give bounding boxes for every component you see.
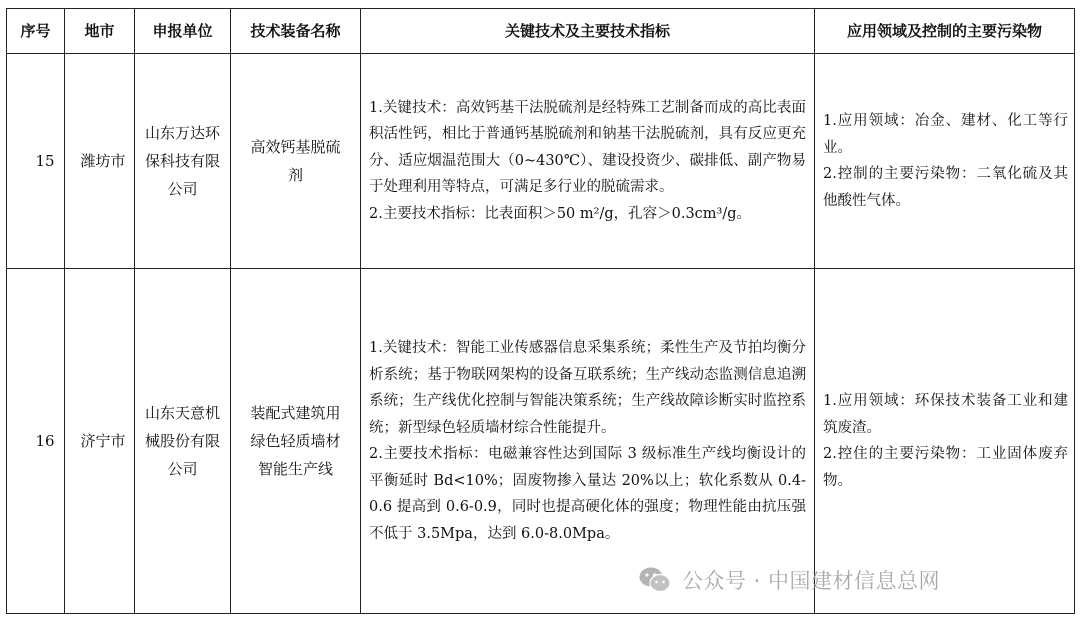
table-row — [7, 269, 1075, 614]
cell-application — [815, 54, 1075, 269]
header-equipment: 技术装备名称 — [231, 9, 361, 54]
cell-tech — [361, 269, 815, 614]
wechat-icon — [638, 565, 672, 595]
watermark-text: 公众号 · 中国建材信息总网 — [682, 569, 941, 593]
row-tech-key: 1.关键技术：高效钙基干法脱硫剂是经特殊工艺制备而成的高比表面积活性钙，相比于普通钙基脱硫剂和钠基干法脱硫剂，具有反应更充分、适应烟温范围大（0~430℃）、建设投资少、碳排低、副产物易于处理利用等特点，可满足多行业的脱硫需求。 — [369, 99, 806, 196]
cell-application — [815, 269, 1075, 614]
cell-unit — [135, 54, 231, 269]
row-unit: 山东天意机械股份有限公司 — [144, 404, 220, 478]
row-tech-index: 2.主要技术指标：比表面积＞50 m²/g，孔容＞0.3cm³/g。 — [369, 205, 752, 222]
header-row — [7, 9, 1075, 54]
cell-equipment — [231, 54, 361, 269]
row-seq: 16 — [35, 432, 55, 450]
header-application: 应用领域及控制的主要污染物 — [815, 9, 1075, 54]
header-seq: 序号 — [7, 9, 65, 54]
cell-equipment — [231, 269, 361, 614]
row-seq: 15 — [35, 152, 55, 170]
row-city: 潍坊市 — [80, 152, 126, 170]
row-app-field: 1.应用领域：冶金、建材、化工等行业。 — [823, 113, 1068, 156]
row-app-field: 1.应用领域：环保技术装备工业和建筑废渣。 — [823, 393, 1068, 436]
row-unit: 山东万达环保科技有限公司 — [144, 124, 220, 198]
table-row — [7, 54, 1075, 269]
cell-city — [65, 54, 135, 269]
cell-tech — [361, 54, 815, 269]
header-tech: 关键技术及主要技术指标 — [361, 9, 815, 54]
row-equipment: 装配式建筑用绿色轻质墙材智能生产线 — [250, 404, 341, 478]
row-city: 济宁市 — [80, 432, 126, 450]
row-tech-key: 1.关键技术：智能工业传感器信息采集系统；柔性生产及节拍均衡分析系统；基于物联网架构的设备互联系统；生产线动态监测信息追溯系统；生产线优化控制与智能决策系统；生产线故障诊断实时监控系统；新型绿色轻质墙材综合性能提升。 — [369, 340, 806, 436]
cell-seq — [7, 269, 65, 614]
equipment-table — [6, 8, 1075, 614]
header-city: 地市 — [65, 9, 135, 54]
header-unit: 申报单位 — [135, 9, 231, 54]
row-equipment: 高效钙基脱硫剂 — [250, 138, 341, 184]
cell-unit — [135, 269, 231, 614]
cell-seq — [7, 54, 65, 269]
row-app-pollutant: 2.控制的主要污染物：二氧化硫及其他酸性气体。 — [823, 166, 1068, 209]
watermark — [638, 563, 940, 597]
cell-city — [65, 269, 135, 614]
row-app-pollutant: 2.控住的主要污染物：工业固体废弃物。 — [823, 446, 1068, 489]
row-tech-index: 2.主要技术指标：电磁兼容性达到国际 3 级标准生产线均衡设计的平衡延时 Bd<10%；固废物掺入量达 20%以上；软化系数从 0.4-0.6 提高到 0.6-0.9，同时也提高硬化体的强度；物理性能由抗压强不低于 3.5Mpa，达到 6.0-8.0Mpa。 — [369, 446, 806, 542]
